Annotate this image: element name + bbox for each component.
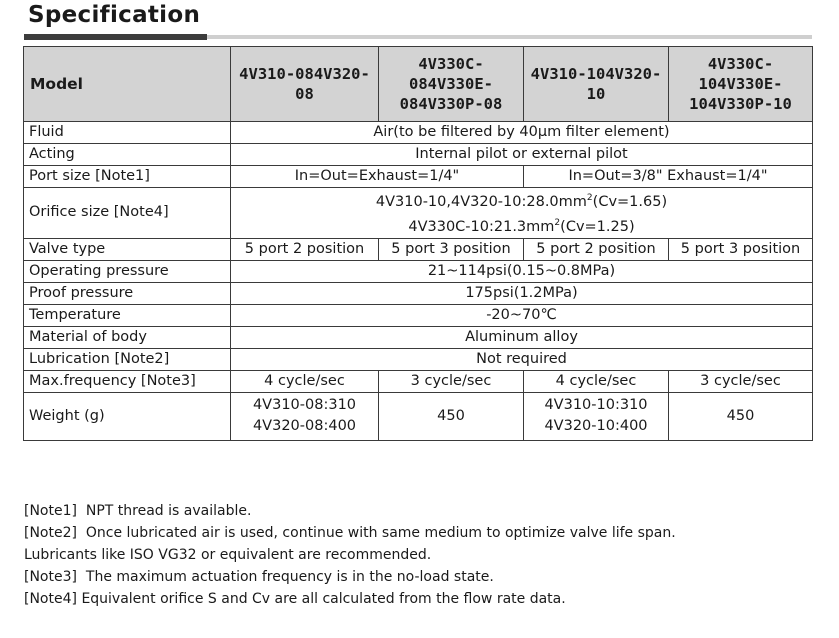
model-header: Model (24, 47, 231, 122)
row-value: 4V310-08:310 4V320-08:400 (231, 392, 379, 440)
row-value: 3 cycle/sec (379, 370, 524, 392)
row-value: 5 port 3 position (379, 238, 524, 260)
row-value: Aluminum alloy (231, 326, 813, 348)
table-row (24, 122, 813, 144)
specification-table (23, 46, 813, 441)
page-title: Specification (28, 2, 201, 28)
row-value: 4 cycle/sec (524, 370, 669, 392)
row-value: -20~70℃ (231, 304, 813, 326)
title-rule (207, 35, 812, 39)
row-label: Orifice size [Note4] (24, 188, 231, 239)
row-value: In=Out=3/8" Exhaust=1/4" (524, 166, 813, 188)
row-value: 5 port 3 position (669, 238, 813, 260)
model-column-1: 4V310-084V320-08 (231, 47, 379, 122)
table-row (24, 304, 813, 326)
table-row (24, 260, 813, 282)
row-value: 175psi(1.2MPa) (231, 282, 813, 304)
row-value: 21~114psi(0.15~0.8MPa) (231, 260, 813, 282)
table-row (24, 238, 813, 260)
notes-section (24, 500, 824, 610)
row-label: Fluid (24, 122, 231, 144)
table-row (24, 144, 813, 166)
note-3: [Note3] The maximum actuation frequency is in the no-load state. (24, 569, 494, 585)
row-value: 450 (669, 392, 813, 440)
row-value: $4V310-10,4V320-10:28.0mm^2(Cv=1.65)$ $4V330C-10:21.3mm^2(Cv=1.25)$ (231, 188, 813, 239)
row-value: 4V310-10:310 4V320-10:400 (524, 392, 669, 440)
model-column-4: 4V330C-104V330E-104V330P-10 (669, 47, 813, 122)
table-row (24, 348, 813, 370)
row-label: Temperature (24, 304, 231, 326)
model-column-3: 4V310-104V320-10 (524, 47, 669, 122)
header-row (24, 47, 813, 122)
row-label: Weight (g) (24, 392, 231, 440)
note-2: [Note2] Once lubricated air is used, continue with same medium to optimize valve life span. (24, 525, 676, 541)
table-row (24, 166, 813, 188)
row-label: Operating pressure (24, 260, 231, 282)
table-row (24, 370, 813, 392)
table-row (24, 282, 813, 304)
row-value: Air(to be filtered by 40μm filter element) (231, 122, 813, 144)
row-label: Max.frequency [Note3] (24, 370, 231, 392)
row-value: 3 cycle/sec (669, 370, 813, 392)
row-value: In=Out=Exhaust=1/4" (231, 166, 524, 188)
row-value: 450 (379, 392, 524, 440)
table-row (24, 326, 813, 348)
row-value: Internal pilot or external pilot (231, 144, 813, 166)
title-underline (24, 34, 207, 40)
model-column-2: 4V330C-084V330E-084V330P-08 (379, 47, 524, 122)
row-label: Acting (24, 144, 231, 166)
row-label: Material of body (24, 326, 231, 348)
row-value: Not required (231, 348, 813, 370)
note-1: [Note1] NPT thread is available. (24, 503, 252, 519)
table-row (24, 188, 813, 239)
row-value: 5 port 2 position (231, 238, 379, 260)
note-2-continuation: Lubricants like ISO VG32 or equivalent are recommended. (24, 547, 432, 563)
row-label: Lubrication [Note2] (24, 348, 231, 370)
row-value: 4 cycle/sec (231, 370, 379, 392)
note-4: [Note4] Equivalent orifice S and Cv are all calculated from the flow rate data. (24, 591, 566, 607)
row-label: Proof pressure (24, 282, 231, 304)
row-value: 5 port 2 position (524, 238, 669, 260)
table-row (24, 392, 813, 440)
row-label: Port size [Note1] (24, 166, 231, 188)
row-label: Valve type (24, 238, 231, 260)
